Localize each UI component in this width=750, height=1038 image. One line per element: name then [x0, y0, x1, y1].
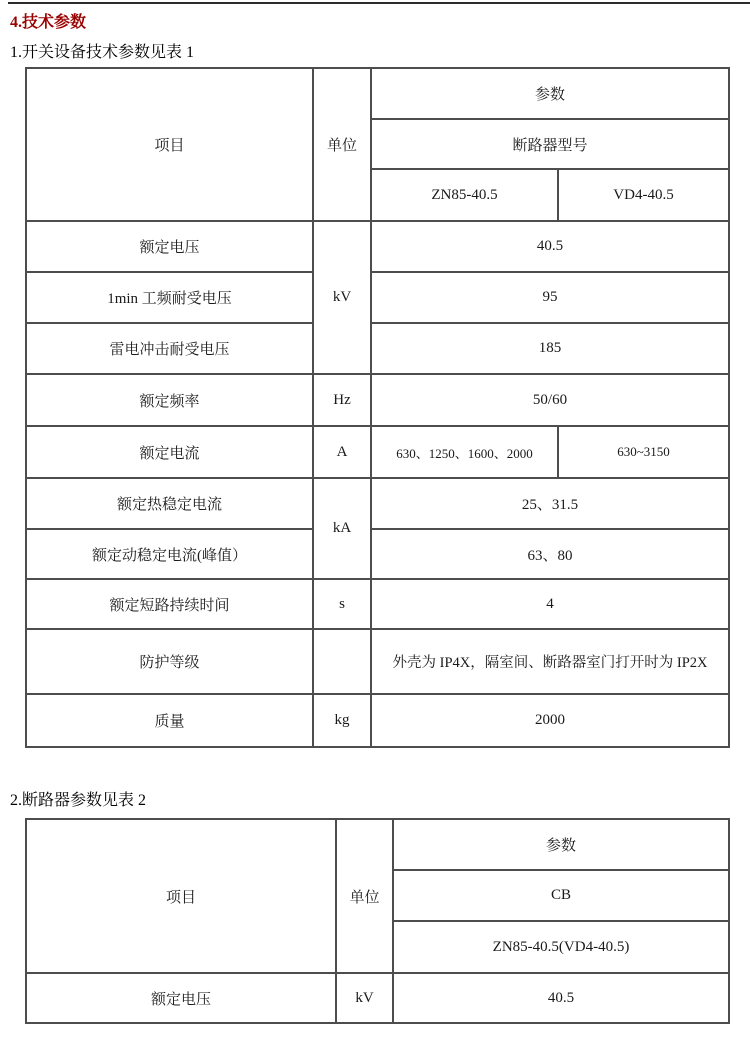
item-cell: 雷电冲击耐受电压 — [26, 323, 313, 374]
value-cell: 40.5 — [393, 973, 729, 1023]
value-cell-model-a: 630、1250、1600、2000 — [371, 426, 558, 478]
circuit-breaker-parameters-table — [25, 818, 730, 1024]
item-cell: 额定短路持续时间 — [26, 579, 313, 629]
unit-header-cell: 单位 — [336, 819, 393, 973]
table-row — [26, 426, 729, 478]
item-header-cell: 项目 — [26, 819, 336, 973]
cb-header-cell: CB — [393, 870, 729, 921]
item-cell: 1min 工频耐受电压 — [26, 272, 313, 323]
unit-cell: s — [313, 579, 371, 629]
value-cell: 4 — [371, 579, 729, 629]
unit-cell — [313, 629, 371, 694]
param-header-cell: 参数 — [371, 68, 729, 119]
switchgear-parameters-table — [25, 67, 730, 748]
item-header-cell: 项目 — [26, 68, 313, 221]
table-row — [26, 478, 729, 529]
unit-cell: A — [313, 426, 371, 478]
value-cell: 40.5 — [371, 221, 729, 272]
value-cell: 63、80 — [371, 529, 729, 579]
param-header-cell: 参数 — [393, 819, 729, 870]
table-row — [26, 323, 729, 374]
value-cell: 外壳为 IP4X，隔室间、断路器室门打开时为 IP2X — [371, 629, 729, 694]
value-cell: 185 — [371, 323, 729, 374]
item-cell: 额定频率 — [26, 374, 313, 426]
value-cell: 2000 — [371, 694, 729, 747]
section-label-table2: 2.断路器参数见表 2 — [10, 792, 147, 809]
table2-header-row-param — [26, 819, 729, 870]
table-row — [26, 694, 729, 747]
page-title: 4.技术参数 — [10, 14, 87, 31]
value-cell-model-b: 630~3150 — [558, 426, 729, 478]
item-cell: 防护等级 — [26, 629, 313, 694]
breaker-model-header-cell: 断路器型号 — [371, 119, 729, 169]
item-cell: 额定动稳定电流(峰值） — [26, 529, 313, 579]
table-row — [26, 529, 729, 579]
table-row — [26, 374, 729, 426]
unit-cell: kV — [313, 221, 371, 374]
table-row — [26, 272, 729, 323]
item-cell: 额定电流 — [26, 426, 313, 478]
unit-cell: kg — [313, 694, 371, 747]
table-row — [26, 629, 729, 694]
unit-header-cell: 单位 — [313, 68, 371, 221]
table-row — [26, 579, 729, 629]
top-rule-divider — [8, 2, 750, 4]
table-row — [26, 973, 729, 1023]
model-header-cell: ZN85-40.5(VD4-40.5) — [393, 921, 729, 973]
value-cell: 50/60 — [371, 374, 729, 426]
unit-cell: kA — [313, 478, 371, 579]
model-a-header-cell: ZN85-40.5 — [371, 169, 558, 221]
table-row — [26, 221, 729, 272]
section-label-table1: 1.开关设备技术参数见表 1 — [10, 44, 195, 61]
item-cell: 质量 — [26, 694, 313, 747]
item-cell: 额定电压 — [26, 973, 336, 1023]
value-cell: 25、31.5 — [371, 478, 729, 529]
table1-header-row-param — [26, 68, 729, 119]
value-cell: 95 — [371, 272, 729, 323]
model-b-header-cell: VD4-40.5 — [558, 169, 729, 221]
item-cell: 额定热稳定电流 — [26, 478, 313, 529]
item-cell: 额定电压 — [26, 221, 313, 272]
unit-cell: kV — [336, 973, 393, 1023]
unit-cell: Hz — [313, 374, 371, 426]
